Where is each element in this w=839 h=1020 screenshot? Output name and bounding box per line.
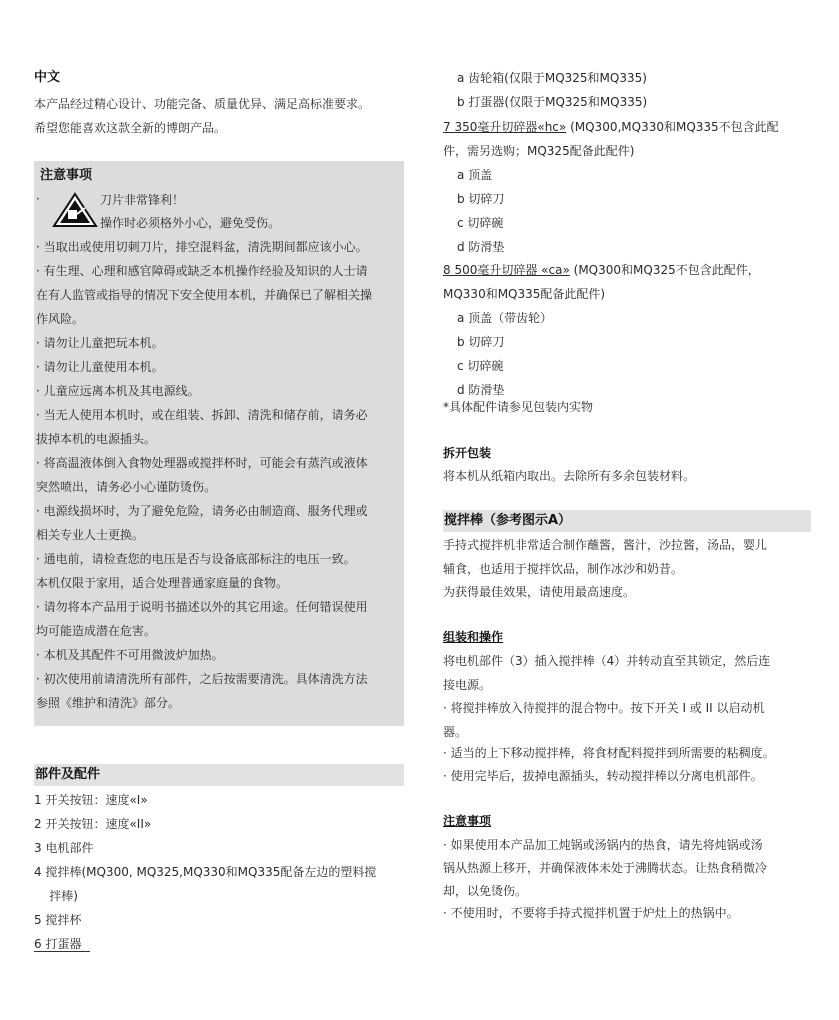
unpack-text: 将本机从纸箱内取出。去除所有多余包装材料。 <box>443 469 696 483</box>
blender-title: 搅拌棒（参考图示A） <box>444 513 572 528</box>
parts-sub: a 齿轮箱(仅限于MQ325和MQ335) <box>457 71 647 85</box>
item8-sub: c 切碎碗 <box>457 359 504 373</box>
caution-line: · 通电前，请检查您的电压是否与设备底部标注的电压一致。 <box>36 552 356 566</box>
parts-underline <box>34 951 90 952</box>
parts-title: 部件及配件 <box>35 767 101 782</box>
parts-line: 4 搅拌棒(MQ300, MQ325,MQ330和MQ335配备左边的塑料搅 <box>34 865 377 879</box>
caution2-title: 注意事项 <box>443 814 492 828</box>
caution-line: · 当取出或使用切刺刀片，排空混料盆，清洗期间都应该小心。 <box>36 240 368 254</box>
caution-line: · 初次使用前请清洗所有部件，之后按需要清洗。具体清洗方法 <box>36 672 368 686</box>
intro-line: 希望您能喜欢这款全新的博朗产品。 <box>34 121 227 135</box>
parts-line: 6 打蛋器 <box>34 937 82 951</box>
caution-line: · 儿童应远离本机及其电源线。 <box>36 384 200 398</box>
item7-note: (MQ300,MQ330和MQ335不包含此配 <box>570 120 779 134</box>
caution-line: · 有生理、心理和感官障碍或缺乏本机操作经验及知识的人士请 <box>36 264 368 278</box>
caution2-line: 却，以免烫伤。 <box>443 884 528 898</box>
language-heading: 中文 <box>34 70 61 85</box>
item7-line <box>443 119 779 135</box>
item7-head: 7 350毫升切碎器«hc» <box>443 120 567 134</box>
item7-sub: b 切碎刀 <box>457 192 505 206</box>
item8-line <box>443 262 760 278</box>
assembly-line: 接电源。 <box>443 678 492 692</box>
caution-line: · 请勿将本产品用于说明书描述以外的其它用途。任何错误使用 <box>36 600 368 614</box>
caution2-line: 锅从热源上移开，并确保液体未处于沸腾状态。让热食稍微冷 <box>443 861 768 875</box>
caution-line: · 将高温液体倒入食物处理器或搅拌杯时，可能会有蒸汽或液体 <box>36 456 368 470</box>
parts-line: 拌棒) <box>34 889 78 903</box>
item8-line2: MQ330和MQ335配备此配件) <box>443 287 606 301</box>
item8-sub: b 切碎刀 <box>457 335 505 349</box>
assembly-line: · 将搅拌棒放入待搅拌的混合物中。按下开关 I 或 II 以启动机 <box>443 701 765 715</box>
assembly-line: · 适当的上下移动搅拌棒，将食材配料搅拌到所需要的粘稠度。 <box>443 746 775 760</box>
caution-line: 参照《维护和清洗》部分。 <box>36 696 181 710</box>
caution-line: 均可能造成潜在危害。 <box>36 624 157 638</box>
parts-sub: b 打蛋器(仅限于MQ325和MQ335) <box>457 95 648 109</box>
item7-sub: c 切碎碗 <box>457 216 504 230</box>
caution-line: 相关专业人士更换。 <box>36 528 145 542</box>
item7-sub: d 防滑垫 <box>457 240 505 254</box>
parts-line: 5 搅拌杯 <box>34 913 82 927</box>
parts-line: 2 开关按钮：速度«II» <box>34 817 152 831</box>
assembly-title: 组装和操作 <box>443 630 504 644</box>
caution-line: 本机仅限于家用，适合处理普通家庭量的食物。 <box>36 576 289 590</box>
parts-line: 1 开关按钮：速度«I» <box>34 793 148 807</box>
assembly-line: 器。 <box>443 725 468 739</box>
assembly-line: · 使用完毕后，拔掉电源插头，转动搅拌棒以分离电机部件。 <box>443 769 763 783</box>
assembly-line: 将电机部件（3）插入搅拌棒（4）并转动直至其锁定，然后连 <box>443 654 771 668</box>
item8-sub: a 顶盖（带齿轮） <box>457 311 553 325</box>
accessories-note: *具体配件请参见包装内实物 <box>443 400 594 414</box>
caution-title: 注意事项 <box>40 168 93 183</box>
caution-line: 作风险。 <box>36 312 85 326</box>
cut-hazard-warning-icon <box>52 192 98 228</box>
caution-line: · 当无人使用本机时，或在组装、拆卸、清洗和储存前，请务必 <box>36 408 368 422</box>
blade-warning: 刀片非常锋利！ <box>100 193 185 207</box>
item7-line2: 件，需另选购；MQ325配备此配件) <box>443 144 635 158</box>
caution-line: 拔掉本机的电源插头。 <box>36 432 157 446</box>
item8-note: (MQ300和MQ325不包含此配件， <box>573 263 760 277</box>
caution-line: · 请勿让儿童把玩本机。 <box>36 336 164 350</box>
item7-sub: a 顶盖 <box>457 168 493 182</box>
item8-sub: d 防滑垫 <box>457 383 505 397</box>
caution-line: 突然喷出，请务必小心谨防烫伤。 <box>36 480 217 494</box>
caution-line: · 本机及其配件不可用微波炉加热。 <box>36 648 224 662</box>
blender-line: 辅食，也适用于搅拌饮品，制作冰沙和奶昔。 <box>443 562 684 576</box>
item8-head: 8 500毫升切碎器 «ca» <box>443 263 570 277</box>
unpack-title: 拆开包装 <box>443 446 492 460</box>
bullet: · <box>36 192 40 206</box>
caution2-line: · 不使用时，不要将手持式搅拌机置于炉灶上的热锅中。 <box>443 906 739 920</box>
blender-line: 手持式搅拌机非常适合制作蘸酱，酱汁，沙拉酱，汤品，婴儿 <box>443 538 768 552</box>
caution2-line: · 如果使用本产品加工炖锅或汤锅内的热食，请先将炖锅或汤 <box>443 838 763 852</box>
caution-line: · 电源线损坏时，为了避免危险，请务必由制造商、服务代理或 <box>36 504 368 518</box>
parts-line: 3 电机部件 <box>34 841 94 855</box>
caution-line: · 请勿让儿童使用本机。 <box>36 360 164 374</box>
blender-line: 为获得最佳效果，请使用最高速度。 <box>443 585 636 599</box>
caution-line: 在有人监管或指导的情况下安全使用本机，并确保已了解相关操 <box>36 288 373 302</box>
blade-warning: 操作时必须格外小心，避免受伤。 <box>100 216 281 230</box>
intro-line: 本产品经过精心设计、功能完备、质量优异、满足高标准要求。 <box>34 97 371 111</box>
